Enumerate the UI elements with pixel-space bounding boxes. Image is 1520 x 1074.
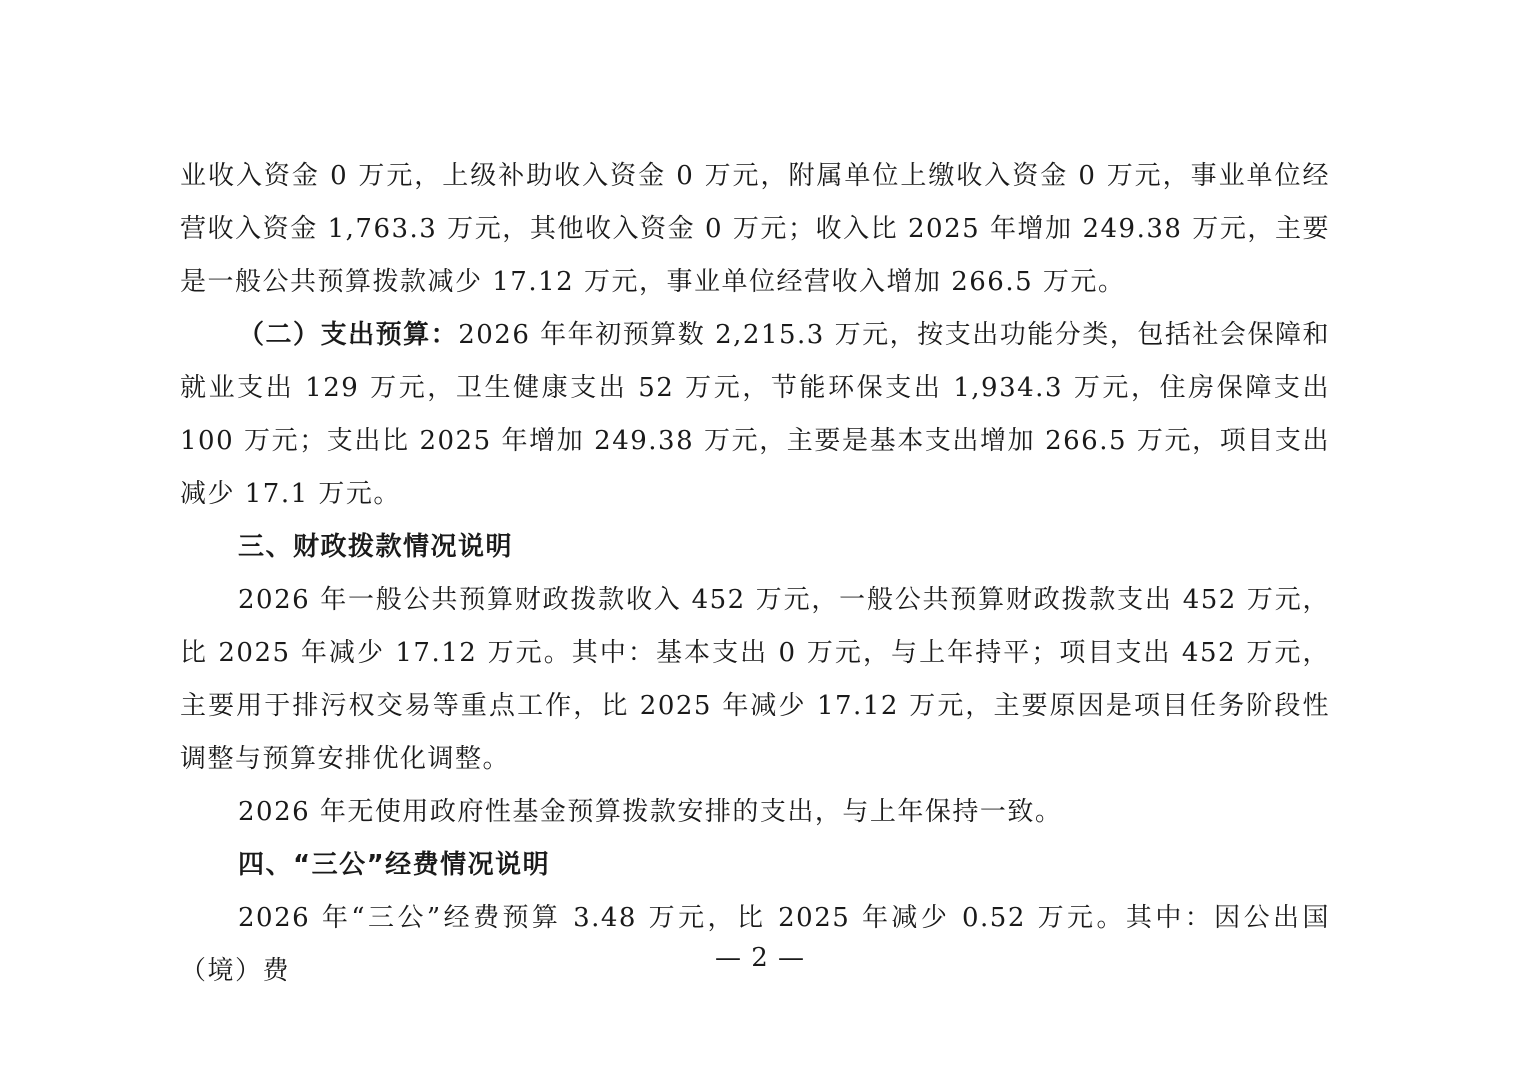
- expenditure-budget-label: （二）支出预算：: [238, 320, 459, 350]
- expenditure-budget-text: 2026 年年初预算数 2,215.3 万元，按支出功能分类，包括社会保障和就业支出 129 万元，卫生健康支出 52 万元，节能环保支出 1,934.3 万元，住房保障支出 100 万元；支出比 2025 年增加 249.38 万元，主要是基本支出增加 266.5 万元，项目支出减少 17.1 万元。: [180, 320, 1330, 509]
- page-number: — 2 —: [714, 943, 806, 973]
- paragraph-three-public-expenses: 2026 年“三公”经费预算 3.48 万元，比 2025 年减少 0.52 万元。其中：因公出国（境）费: [180, 903, 1330, 986]
- paragraph-income-continued: 业收入资金 0 万元，上级补助收入资金 0 万元，附属单位上缴收入资金 0 万元，事业单位经营收入资金 1,763.3 万元，其他收入资金 0 万元；收入比 2025 年增加 249.38 万元，主要是一般公共预算拨款减少 17.12 万元，事业单位经营收入增加 266.5 万元。: [180, 161, 1330, 297]
- paragraph-expenditure-budget: [180, 309, 1330, 521]
- section-heading-fiscal-appropriation: 三、财政拨款情况说明: [238, 532, 514, 562]
- paragraph-fiscal-appropriation: 2026 年一般公共预算财政拨款收入 452 万元，一般公共预算财政拨款支出 452 万元，比 2025 年减少 17.12 万元。其中：基本支出 0 万元，与上年持平；项目支出 452 万元，主要用于排污权交易等重点工作，比 2025 年减少 17.12 万元，主要原因是项目任务阶段性调整与预算安排优化调整。: [180, 585, 1330, 774]
- section-heading-three-public-expenses: 四、“三公”经费情况说明: [238, 850, 551, 880]
- paragraph-government-fund: 2026 年无使用政府性基金预算拨款安排的支出，与上年保持一致。: [238, 797, 1063, 827]
- document-body: [180, 150, 1330, 998]
